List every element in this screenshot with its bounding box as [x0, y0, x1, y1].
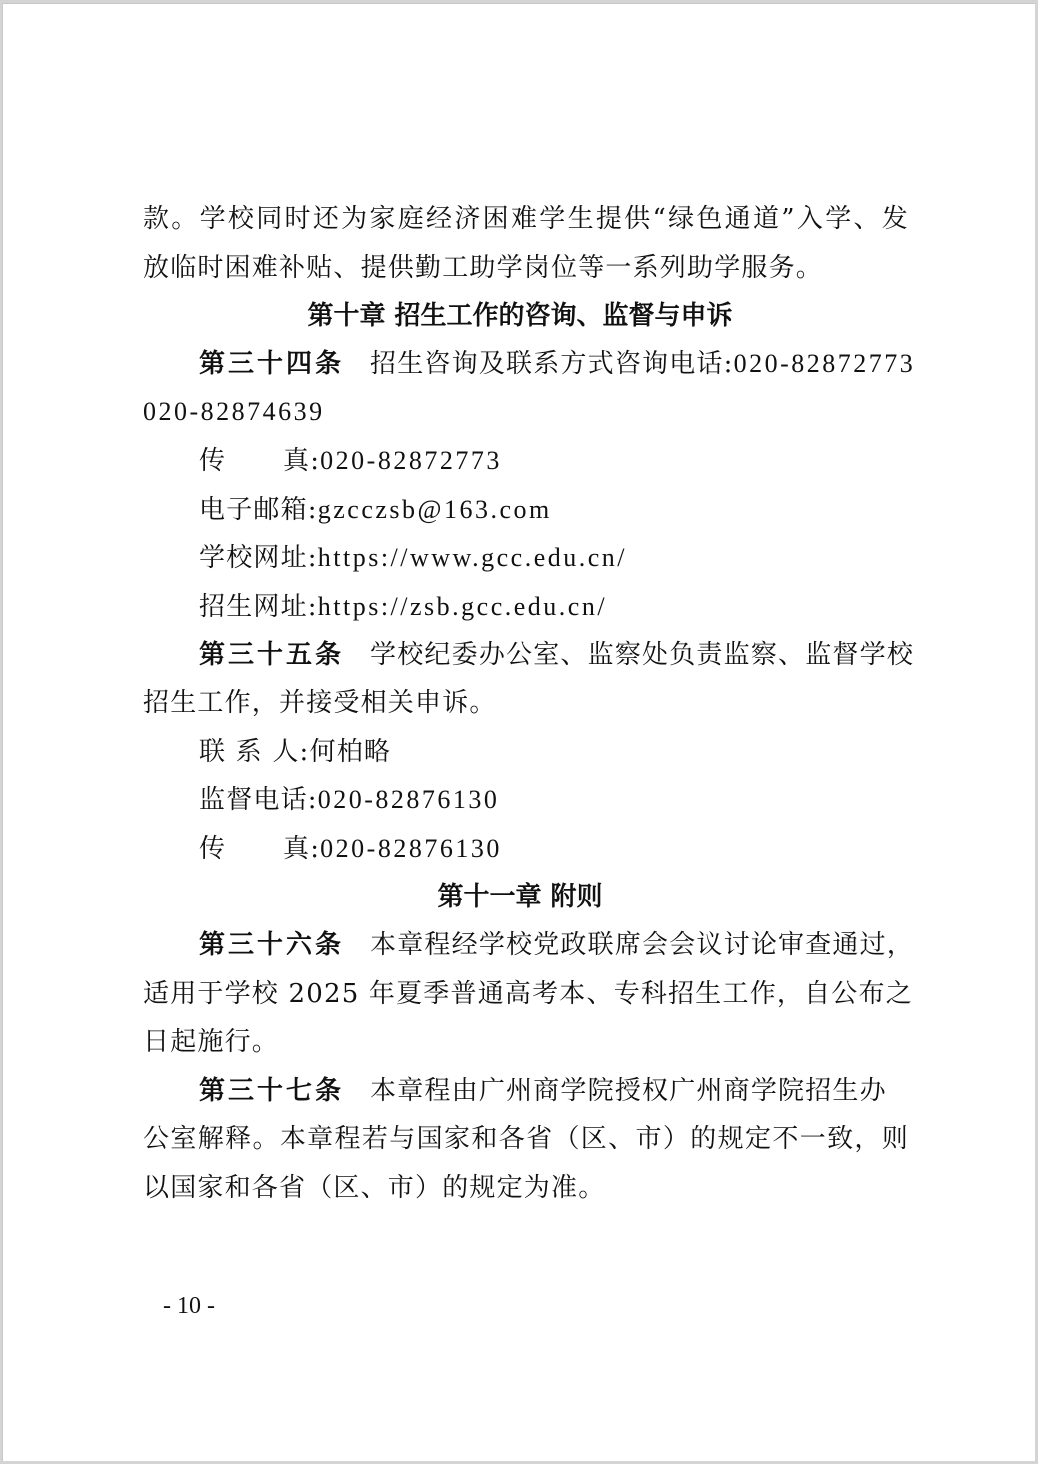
- fax-number: 020-82872773: [320, 446, 502, 475]
- school-website-link[interactable]: https://www.gcc.edu.cn/: [317, 543, 628, 572]
- phone-number: 020-82872773: [733, 349, 916, 378]
- article-37-line: 以国家和各省（区、市）的规定为准。: [143, 1173, 606, 1203]
- admission-website-label: 招生网址:: [199, 592, 318, 622]
- document-page: [2, 3, 1035, 1461]
- fax-label: 传 真:: [199, 834, 321, 864]
- article-text: 本章程经学校党政联席会会议讨论审查通过，: [370, 930, 915, 960]
- email-line: [199, 494, 552, 526]
- supervision-phone-line: [199, 784, 499, 816]
- article-36-line: 日起施行。: [143, 1027, 280, 1057]
- page-number: - 10 -: [163, 1293, 215, 1319]
- email-address[interactable]: gzcczsb@163.com: [317, 495, 552, 524]
- email-label: 电子邮箱:: [199, 495, 318, 525]
- contact-name: 何柏略: [309, 737, 392, 767]
- fax-number: 020-82876130: [320, 834, 502, 863]
- article-34-line: [199, 348, 915, 380]
- article-37-line: 公室解释。本章程若与国家和各省（区、市）的规定不一致，则: [143, 1124, 909, 1154]
- article-label: 第三十七条: [199, 1076, 345, 1106]
- supervision-phone-label: 监督电话:: [199, 785, 318, 815]
- chapter-heading: 第十章 招生工作的咨询、监督与申诉: [307, 301, 733, 331]
- article-label: 第三十五条: [199, 640, 345, 670]
- phone-number: 020-82874639: [143, 397, 325, 426]
- fax-label: 传 真:: [199, 446, 321, 476]
- article-text: 招生咨询及联系方式咨询电话:: [370, 349, 734, 379]
- article-36-line: [199, 929, 914, 961]
- article-36-line: 适用于学校 2025 年夏季普通高考本、专科招生工作，自公布之: [143, 979, 913, 1009]
- article-text: 学校纪委办公室、监察处负责监察、监督学校: [370, 640, 915, 670]
- article-label: 第三十六条: [199, 930, 345, 960]
- article-37-line: [199, 1075, 887, 1107]
- fax-line: [199, 833, 502, 865]
- paragraph-line: 款。学校同时还为家庭经济困难学生提供“绿色通道”入学、发: [143, 204, 909, 234]
- chapter-heading: 第十一章 附则: [437, 882, 603, 912]
- school-website-line: [199, 542, 627, 574]
- contact-label: 联 系 人:: [199, 737, 310, 767]
- supervision-phone-number: 020-82876130: [317, 785, 500, 814]
- fax-line: [199, 445, 502, 477]
- article-text: 本章程由广州商学院授权广州商学院招生办: [370, 1076, 887, 1106]
- article-35-line: [199, 639, 914, 671]
- admission-website-line: [199, 591, 607, 623]
- paragraph-line: 放临时困难补贴、提供勤工助学岗位等一系列助学服务。: [143, 253, 824, 283]
- admission-website-link[interactable]: https://zsb.gcc.edu.cn/: [317, 592, 608, 621]
- article-35-line: 招生工作，并接受相关申诉。: [143, 688, 497, 718]
- contact-line: [199, 736, 391, 768]
- article-label: 第三十四条: [199, 349, 345, 379]
- school-website-label: 学校网址:: [199, 543, 318, 573]
